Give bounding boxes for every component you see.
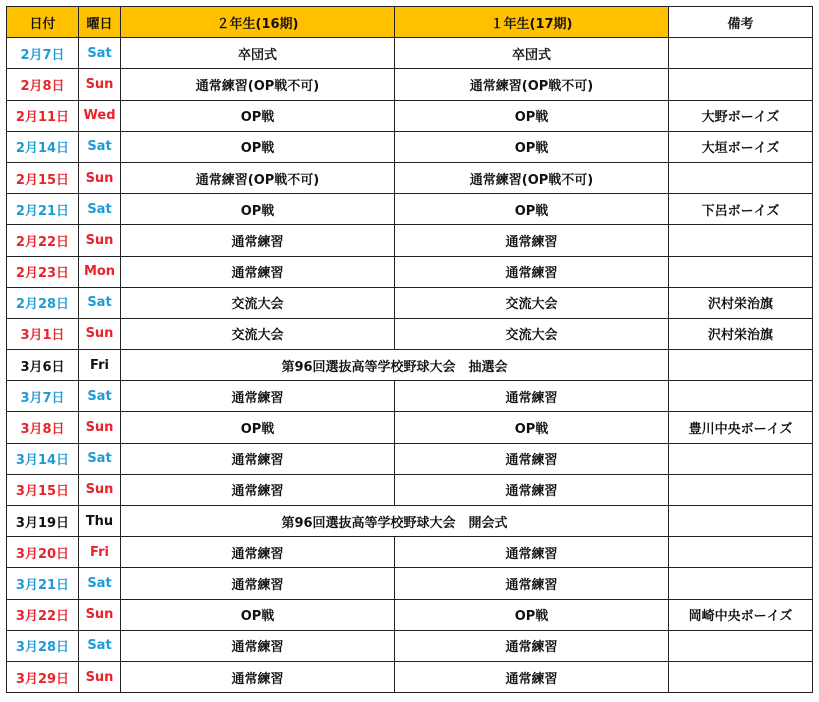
date-cell: 3月8日 [7,412,79,443]
date-cell: 3月19日 [7,506,79,537]
year2-cell: 交流大会 [121,318,395,349]
year2-cell: 通常練習(OP戦不可) [121,69,395,100]
day-cell: Sat [79,287,121,318]
year2-cell: 通常練習 [121,225,395,256]
event-cell: 第96回選抜高等学校野球大会 抽選会 [121,350,669,381]
year2-cell: 通常練習 [121,474,395,505]
table-row [7,599,813,630]
header-day: 曜日 [79,7,121,38]
year1-cell: 交流大会 [395,287,669,318]
date-cell: 2月8日 [7,69,79,100]
note-cell [669,474,813,505]
note-cell: 沢村栄治旗 [669,318,813,349]
table-row [7,225,813,256]
header-year2: ２年生(16期) [121,7,395,38]
date-cell: 2月11日 [7,100,79,131]
date-cell: 3月14日 [7,443,79,474]
note-cell [669,69,813,100]
date-cell: 2月15日 [7,162,79,193]
note-cell [669,350,813,381]
date-cell: 2月21日 [7,194,79,225]
day-cell: Sat [79,38,121,69]
year2-cell: 通常練習 [121,568,395,599]
table-row [7,537,813,568]
note-cell: 沢村栄治旗 [669,287,813,318]
day-cell: Sun [79,162,121,193]
day-cell: Sat [79,381,121,412]
year1-cell: 通常練習 [395,443,669,474]
table-row [7,131,813,162]
year1-cell: OP戦 [395,100,669,131]
table-row [7,474,813,505]
note-cell [669,443,813,474]
date-cell: 3月20日 [7,537,79,568]
note-cell [669,256,813,287]
table-row [7,350,813,381]
table-row [7,162,813,193]
table-row [7,256,813,287]
day-cell: Sun [79,318,121,349]
year2-cell: OP戦 [121,131,395,162]
day-cell: Sat [79,443,121,474]
table-row [7,630,813,661]
year2-cell: 卒団式 [121,38,395,69]
day-cell: Fri [79,350,121,381]
year1-cell: 通常練習 [395,568,669,599]
year1-cell: 通常練習(OP戦不可) [395,69,669,100]
schedule-body [7,38,813,693]
header-date: 日付 [7,7,79,38]
table-row [7,38,813,69]
note-cell [669,630,813,661]
table-row [7,568,813,599]
date-cell: 2月28日 [7,287,79,318]
year2-cell: 通常練習 [121,381,395,412]
date-cell: 3月28日 [7,630,79,661]
table-row [7,69,813,100]
year1-cell: 卒団式 [395,38,669,69]
table-row [7,287,813,318]
table-row [7,443,813,474]
day-cell: Wed [79,100,121,131]
date-cell: 3月29日 [7,661,79,692]
day-cell: Thu [79,506,121,537]
date-cell: 2月7日 [7,38,79,69]
day-cell: Sat [79,568,121,599]
day-cell: Mon [79,256,121,287]
day-cell: Sun [79,225,121,256]
table-row [7,100,813,131]
year1-cell: OP戦 [395,131,669,162]
year1-cell: OP戦 [395,412,669,443]
year2-cell: OP戦 [121,412,395,443]
note-cell [669,537,813,568]
note-cell: 下呂ボーイズ [669,194,813,225]
table-row [7,661,813,692]
day-cell: Sun [79,412,121,443]
table-row [7,194,813,225]
year2-cell: 通常練習 [121,256,395,287]
table-row [7,381,813,412]
year2-cell: OP戦 [121,100,395,131]
day-cell: Fri [79,537,121,568]
day-cell: Sat [79,194,121,225]
date-cell: 3月1日 [7,318,79,349]
year1-cell: 通常練習 [395,381,669,412]
year1-cell: 通常練習 [395,225,669,256]
note-cell: 豊川中央ボーイズ [669,412,813,443]
date-cell: 3月6日 [7,350,79,381]
note-cell: 大垣ボーイズ [669,131,813,162]
year1-cell: 通常練習(OP戦不可) [395,162,669,193]
year1-cell: 通常練習 [395,661,669,692]
note-cell [669,568,813,599]
day-cell: Sun [79,661,121,692]
day-cell: Sun [79,69,121,100]
year2-cell: 通常練習 [121,661,395,692]
table-row [7,506,813,537]
year1-cell: 交流大会 [395,318,669,349]
year1-cell: OP戦 [395,194,669,225]
note-cell: 岡崎中央ボーイズ [669,599,813,630]
header-year1: １年生(17期) [395,7,669,38]
table-row [7,412,813,443]
header-row [7,7,813,38]
year2-cell: 通常練習 [121,443,395,474]
header-note: 備考 [669,7,813,38]
date-cell: 3月15日 [7,474,79,505]
note-cell [669,661,813,692]
year2-cell: 通常練習 [121,630,395,661]
day-cell: Sun [79,599,121,630]
date-cell: 3月7日 [7,381,79,412]
year2-cell: OP戦 [121,194,395,225]
year2-cell: 交流大会 [121,287,395,318]
date-cell: 2月14日 [7,131,79,162]
date-cell: 3月22日 [7,599,79,630]
note-cell [669,381,813,412]
day-cell: Sun [79,474,121,505]
year2-cell: 通常練習 [121,537,395,568]
event-cell: 第96回選抜高等学校野球大会 開会式 [121,506,669,537]
year1-cell: 通常練習 [395,630,669,661]
date-cell: 3月21日 [7,568,79,599]
year1-cell: 通常練習 [395,474,669,505]
date-cell: 2月22日 [7,225,79,256]
year1-cell: OP戦 [395,599,669,630]
year1-cell: 通常練習 [395,537,669,568]
note-cell: 大野ボーイズ [669,100,813,131]
year2-cell: 通常練習(OP戦不可) [121,162,395,193]
day-cell: Sat [79,630,121,661]
note-cell [669,38,813,69]
year2-cell: OP戦 [121,599,395,630]
note-cell [669,225,813,256]
day-cell: Sat [79,131,121,162]
year1-cell: 通常練習 [395,256,669,287]
note-cell [669,162,813,193]
date-cell: 2月23日 [7,256,79,287]
table-row [7,318,813,349]
schedule-table [6,6,813,693]
note-cell [669,506,813,537]
